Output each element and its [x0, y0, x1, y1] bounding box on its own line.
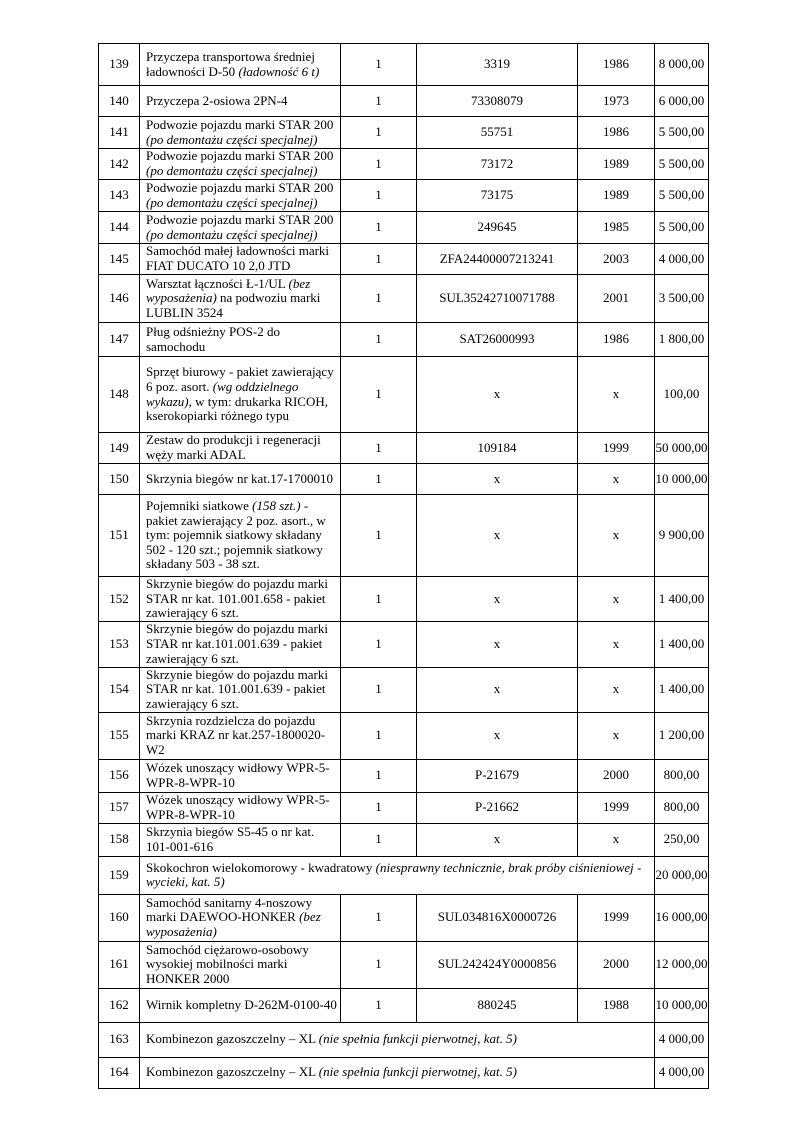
item-value: 50 000,00: [655, 433, 709, 464]
production-year: 1973: [578, 86, 655, 117]
item-value: 1 400,00: [655, 577, 709, 622]
serial-number: 109184: [417, 433, 578, 464]
item-text: Skokochron wielokomorowy - kwadratowy: [146, 859, 376, 875]
item-description: [140, 621, 341, 667]
item-description: [140, 759, 341, 792]
production-year: 1986: [578, 323, 655, 357]
production-year: x: [578, 464, 655, 495]
table-row: [99, 495, 709, 577]
item-text: Skrzynia biegów nr kat.17-1700010: [146, 470, 334, 486]
item-text: Skrzynie biegów do pojazdu marki STAR nr kat. 101.001.639 - pakiet zawierający 6 szt.: [146, 667, 328, 712]
production-year: 2001: [578, 275, 655, 323]
table-row: [99, 667, 709, 712]
table-row: [99, 275, 709, 323]
item-value: 5 500,00: [655, 117, 709, 149]
serial-number: 55751: [417, 117, 578, 149]
item-note: (po demontażu części specjalnej): [146, 194, 318, 210]
item-note: (po demontażu części specjalnej): [146, 226, 318, 242]
production-year: 2000: [578, 759, 655, 792]
quantity: 1: [341, 667, 417, 712]
serial-number: 880245: [417, 988, 578, 1022]
item-description: [140, 988, 341, 1022]
production-year: 2000: [578, 941, 655, 988]
quantity: 1: [341, 149, 417, 180]
item-value: 5 500,00: [655, 212, 709, 244]
item-value: 1 200,00: [655, 712, 709, 759]
item-value: 10 000,00: [655, 464, 709, 495]
item-text: Samochód ciężarowo-osobowy wysokiej mobilności marki HONKER 2000: [146, 941, 309, 987]
serial-number: x: [417, 495, 578, 577]
item-description: [140, 856, 655, 894]
serial-number: SUL034816X0000726: [417, 894, 578, 941]
quantity: 1: [341, 621, 417, 667]
quantity: 1: [341, 357, 417, 433]
item-value: 800,00: [655, 759, 709, 792]
table-row: [99, 180, 709, 212]
row-number: 159: [99, 856, 140, 894]
item-note: (158 szt.): [252, 498, 301, 514]
row-number: 156: [99, 759, 140, 792]
serial-number: SAT26000993: [417, 323, 578, 357]
serial-number: 73172: [417, 149, 578, 180]
item-description: [140, 86, 341, 117]
item-description: [140, 244, 341, 275]
row-number: 143: [99, 180, 140, 212]
item-text: Skrzynia biegów S5-45 o nr kat. 101-001-616: [146, 824, 315, 854]
table-row: [99, 759, 709, 792]
row-number: 148: [99, 357, 140, 433]
item-text: Skrzynie biegów do pojazdu marki STAR nr kat. 101.001.658 - pakiet zawierający 6 szt.: [146, 576, 328, 621]
item-text: Warsztat łączności Ł-1/UL: [146, 275, 289, 291]
item-text: Wózek unoszący widłowy WPR-5-WPR-8-WPR-10: [146, 792, 330, 822]
serial-number: x: [417, 823, 578, 856]
item-description: [140, 149, 341, 180]
item-value: 4 000,00: [655, 1022, 709, 1057]
serial-number: x: [417, 621, 578, 667]
row-number: 152: [99, 577, 140, 622]
production-year: 1985: [578, 212, 655, 244]
item-value: 1 800,00: [655, 323, 709, 357]
row-number: 164: [99, 1057, 140, 1088]
quantity: 1: [341, 941, 417, 988]
item-text: Podwozie pojazdu marki STAR 200: [146, 148, 334, 164]
table-row: [99, 212, 709, 244]
item-note: (po demontażu części specjalnej): [146, 163, 318, 178]
production-year: x: [578, 577, 655, 622]
quantity: 1: [341, 212, 417, 244]
item-text: Pług odśnieżny POS-2 do samochodu: [146, 323, 280, 354]
table-row: [99, 44, 709, 86]
table-row: [99, 86, 709, 117]
quantity: 1: [341, 244, 417, 275]
inventory-table: [98, 43, 709, 1089]
row-number: 154: [99, 667, 140, 712]
serial-number: 73308079: [417, 86, 578, 117]
item-text: Skrzynie biegów do pojazdu marki STAR nr kat.101.001.639 - pakiet zawierający 6 szt.: [146, 621, 328, 666]
production-year: 1986: [578, 44, 655, 86]
row-number: 140: [99, 86, 140, 117]
table-row: [99, 823, 709, 856]
serial-number: x: [417, 577, 578, 622]
serial-number: x: [417, 357, 578, 433]
item-note: (nie spełnia funkcji pierwotnej, kat. 5): [318, 1031, 518, 1047]
item-text: Podwozie pojazdu marki STAR 200: [146, 211, 334, 227]
quantity: 1: [341, 433, 417, 464]
item-text: Wirnik kompletny D-262M-0100-40: [146, 996, 337, 1012]
item-description: [140, 823, 341, 856]
item-description: [140, 357, 341, 433]
table-row: [99, 117, 709, 149]
item-description: [140, 180, 341, 212]
item-value: 1 400,00: [655, 667, 709, 712]
item-text: Samochód małej ładowności marki FIAT DUCATO 10 2,0 JTD: [146, 243, 330, 273]
row-number: 157: [99, 792, 140, 823]
row-number: 163: [99, 1022, 140, 1057]
production-year: 1989: [578, 149, 655, 180]
quantity: 1: [341, 792, 417, 823]
quantity: 1: [341, 117, 417, 149]
item-note: (bez wyposażenia): [146, 275, 311, 306]
item-text: Przyczepa 2-osiowa 2PN-4: [146, 92, 288, 108]
row-number: 158: [99, 823, 140, 856]
item-description: [140, 212, 341, 244]
serial-number: P-21679: [417, 759, 578, 792]
quantity: 1: [341, 577, 417, 622]
production-year: 1999: [578, 433, 655, 464]
item-text: Przyczepa transportowa średniej ładowności D-50: [146, 48, 315, 79]
item-description: [140, 1057, 655, 1088]
item-note: (ładowność 6 t): [238, 63, 320, 79]
serial-number: 249645: [417, 212, 578, 244]
table-row: [99, 988, 709, 1022]
item-text: Podwozie pojazdu marki STAR 200: [146, 116, 334, 132]
item-text: Samochód sanitarny 4-noszowy marki DAEWOO-HONKER: [146, 894, 313, 925]
item-note: (wg oddzielnego wykazu): [146, 378, 299, 409]
table-row: [99, 149, 709, 180]
item-description: [140, 577, 341, 622]
quantity: 1: [341, 712, 417, 759]
quantity: 1: [341, 86, 417, 117]
table-row: [99, 941, 709, 988]
item-description: [140, 433, 341, 464]
production-year: x: [578, 621, 655, 667]
item-text: Sprzęt biurowy - pakiet zawierający 6 poz. asort.: [146, 364, 334, 394]
item-description: [140, 464, 341, 495]
serial-number: SUL35242710071788: [417, 275, 578, 323]
serial-number: ZFA24400007213241: [417, 244, 578, 275]
item-note: (bez wyposażenia): [146, 909, 321, 940]
serial-number: x: [417, 464, 578, 495]
item-description: [140, 792, 341, 823]
row-number: 145: [99, 244, 140, 275]
item-description: [140, 495, 341, 577]
item-text: - pakiet zawierający 2 poz. asort., w tym: pojemnik siatkowy składany 502 - 120 szt.; pojemnik siatkowy składany 503 - 38 szt.: [146, 498, 326, 572]
row-number: 149: [99, 433, 140, 464]
item-value: 1 400,00: [655, 621, 709, 667]
quantity: 1: [341, 495, 417, 577]
quantity: 1: [341, 823, 417, 856]
item-value: 3 500,00: [655, 275, 709, 323]
item-value: 9 900,00: [655, 495, 709, 577]
row-number: 150: [99, 464, 140, 495]
row-number: 144: [99, 212, 140, 244]
item-value: 5 500,00: [655, 149, 709, 180]
serial-number: SUL242424Y0000856: [417, 941, 578, 988]
item-description: [140, 275, 341, 323]
item-text: Podwozie pojazdu marki STAR 200: [146, 179, 334, 195]
serial-number: 73175: [417, 180, 578, 212]
production-year: x: [578, 495, 655, 577]
item-text: Zestaw do produkcji i regeneracji węży marki ADAL: [146, 432, 321, 462]
table-row: [99, 323, 709, 357]
quantity: 1: [341, 323, 417, 357]
item-note: (niesprawny technicznie, brak próby ciśnieniowej - wycieki, kat. 5): [146, 859, 642, 890]
serial-number: x: [417, 667, 578, 712]
item-value: 12 000,00: [655, 941, 709, 988]
row-number: 151: [99, 495, 140, 577]
production-year: 2003: [578, 244, 655, 275]
serial-number: 3319: [417, 44, 578, 86]
production-year: x: [578, 357, 655, 433]
table-row: [99, 1057, 709, 1088]
quantity: 1: [341, 44, 417, 86]
row-number: 147: [99, 323, 140, 357]
item-value: 16 000,00: [655, 894, 709, 941]
table-row: [99, 792, 709, 823]
item-description: [140, 667, 341, 712]
item-text: Kombinezon gazoszczelny – XL: [146, 1064, 319, 1080]
item-description: [140, 941, 341, 988]
quantity: 1: [341, 275, 417, 323]
row-number: 155: [99, 712, 140, 759]
serial-number: x: [417, 712, 578, 759]
item-note: (nie spełnia funkcji pierwotnej, kat. 5): [318, 1064, 518, 1080]
item-value: 4 000,00: [655, 1057, 709, 1088]
row-number: 139: [99, 44, 140, 86]
item-text: , w tym: drukarka RICOH, kserokopiarki różnego typu: [146, 393, 328, 424]
production-year: 1999: [578, 792, 655, 823]
production-year: x: [578, 712, 655, 759]
row-number: 162: [99, 988, 140, 1022]
table-row: [99, 357, 709, 433]
row-number: 142: [99, 149, 140, 180]
item-description: [140, 44, 341, 86]
production-year: 1999: [578, 894, 655, 941]
quantity: 1: [341, 759, 417, 792]
quantity: 1: [341, 894, 417, 941]
quantity: 1: [341, 464, 417, 495]
row-number: 146: [99, 275, 140, 323]
quantity: 1: [341, 988, 417, 1022]
serial-number: P-21662: [417, 792, 578, 823]
item-description: [140, 712, 341, 759]
item-value: 10 000,00: [655, 988, 709, 1022]
item-text: Wózek unoszący widłowy WPR-5-WPR-8-WPR-10: [146, 760, 330, 790]
item-value: 4 000,00: [655, 244, 709, 275]
item-note: (po demontażu części specjalnej): [146, 131, 318, 147]
table-row: [99, 433, 709, 464]
production-year: 1988: [578, 988, 655, 1022]
item-value: 8 000,00: [655, 44, 709, 86]
production-year: 1986: [578, 117, 655, 149]
production-year: 1989: [578, 180, 655, 212]
item-text: Pojemniki siatkowe: [146, 498, 253, 514]
item-value: 20 000,00: [655, 856, 709, 894]
row-number: 141: [99, 117, 140, 149]
table-row: [99, 712, 709, 759]
item-text: Kombinezon gazoszczelny – XL: [146, 1031, 319, 1047]
item-description: [140, 1022, 655, 1057]
item-value: 6 000,00: [655, 86, 709, 117]
item-value: 5 500,00: [655, 180, 709, 212]
table-row: [99, 244, 709, 275]
item-description: [140, 894, 341, 941]
table-row: [99, 894, 709, 941]
item-description: [140, 117, 341, 149]
item-description: [140, 323, 341, 357]
item-text: na podwoziu marki LUBLIN 3524: [146, 290, 321, 320]
row-number: 160: [99, 894, 140, 941]
item-value: 100,00: [655, 357, 709, 433]
table-row: [99, 856, 709, 894]
table-row: [99, 1022, 709, 1057]
production-year: x: [578, 667, 655, 712]
table-row: [99, 577, 709, 622]
production-year: x: [578, 823, 655, 856]
row-number: 153: [99, 621, 140, 667]
row-number: 161: [99, 941, 140, 988]
quantity: 1: [341, 180, 417, 212]
item-value: 800,00: [655, 792, 709, 823]
table-row: [99, 464, 709, 495]
item-text: Skrzynia rozdzielcza do pojazdu marki KRAZ nr kat.257-1800020-W2: [146, 712, 326, 758]
table-row: [99, 621, 709, 667]
item-value: 250,00: [655, 823, 709, 856]
